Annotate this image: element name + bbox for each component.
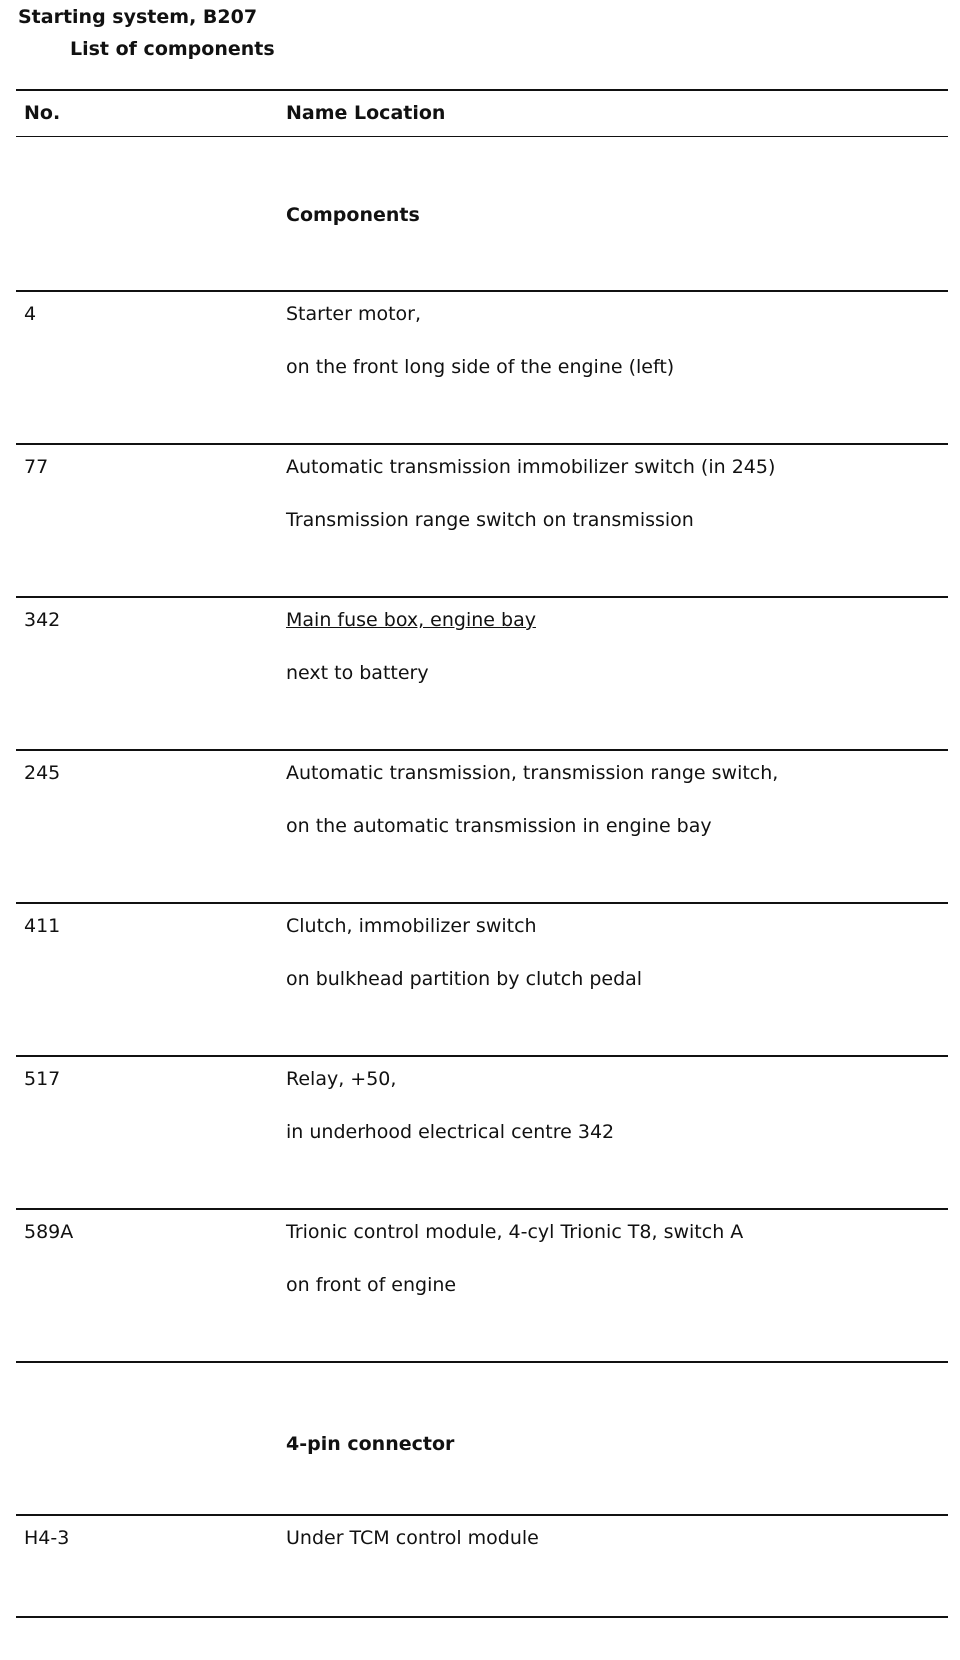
row-location: in underhood electrical centre 342 — [286, 1121, 615, 1143]
row-location: next to battery — [286, 662, 429, 684]
header-bottom-rule — [16, 136, 948, 137]
table-rule — [16, 902, 948, 904]
table-rule — [16, 290, 948, 292]
row-number: H4-3 — [24, 1527, 70, 1549]
table-rule — [16, 1514, 948, 1516]
row-location: on the automatic transmission in engine bay — [286, 815, 712, 837]
table-rule — [16, 1208, 948, 1210]
section-heading-connector: 4-pin connector — [286, 1433, 455, 1455]
row-number: 4 — [24, 303, 37, 325]
table-rule — [16, 1361, 948, 1363]
table-rule — [16, 1055, 948, 1057]
document-subtitle: List of components — [70, 38, 275, 60]
row-location: on the front long side of the engine (left) — [286, 356, 675, 378]
row-location: on front of engine — [286, 1274, 457, 1296]
row-name-link[interactable]: Main fuse box, engine bay — [286, 609, 536, 631]
table-rule — [16, 443, 948, 445]
row-number: 517 — [24, 1068, 61, 1090]
row-name: Clutch, immobilizer switch — [286, 915, 537, 937]
row-name: Automatic transmission, transmission range switch, — [286, 762, 779, 784]
row-location: on bulkhead partition by clutch pedal — [286, 968, 643, 990]
row-number: 245 — [24, 762, 61, 784]
row-name: Relay, +50, — [286, 1068, 397, 1090]
row-number: 342 — [24, 609, 61, 631]
header-no: No. — [24, 102, 61, 124]
row-number: 411 — [24, 915, 61, 937]
row-name: Trionic control module, 4-cyl Trionic T8, switch A — [286, 1221, 744, 1243]
row-location: Transmission range switch on transmission — [286, 509, 694, 531]
table-rule — [16, 749, 948, 751]
table-rule — [16, 596, 948, 598]
section-heading-components: Components — [286, 204, 420, 226]
row-name: Automatic transmission immobilizer switch (in 245) — [286, 456, 776, 478]
row-number: 589A — [24, 1221, 74, 1243]
header-name-location: Name Location — [286, 102, 446, 124]
row-name: Starter motor, — [286, 303, 422, 325]
table-top-rule — [16, 89, 948, 91]
document-title: Starting system, B207 — [18, 6, 258, 28]
row-name: Under TCM control module — [286, 1527, 539, 1549]
table-bottom-rule — [16, 1616, 948, 1618]
row-number: 77 — [24, 456, 49, 478]
